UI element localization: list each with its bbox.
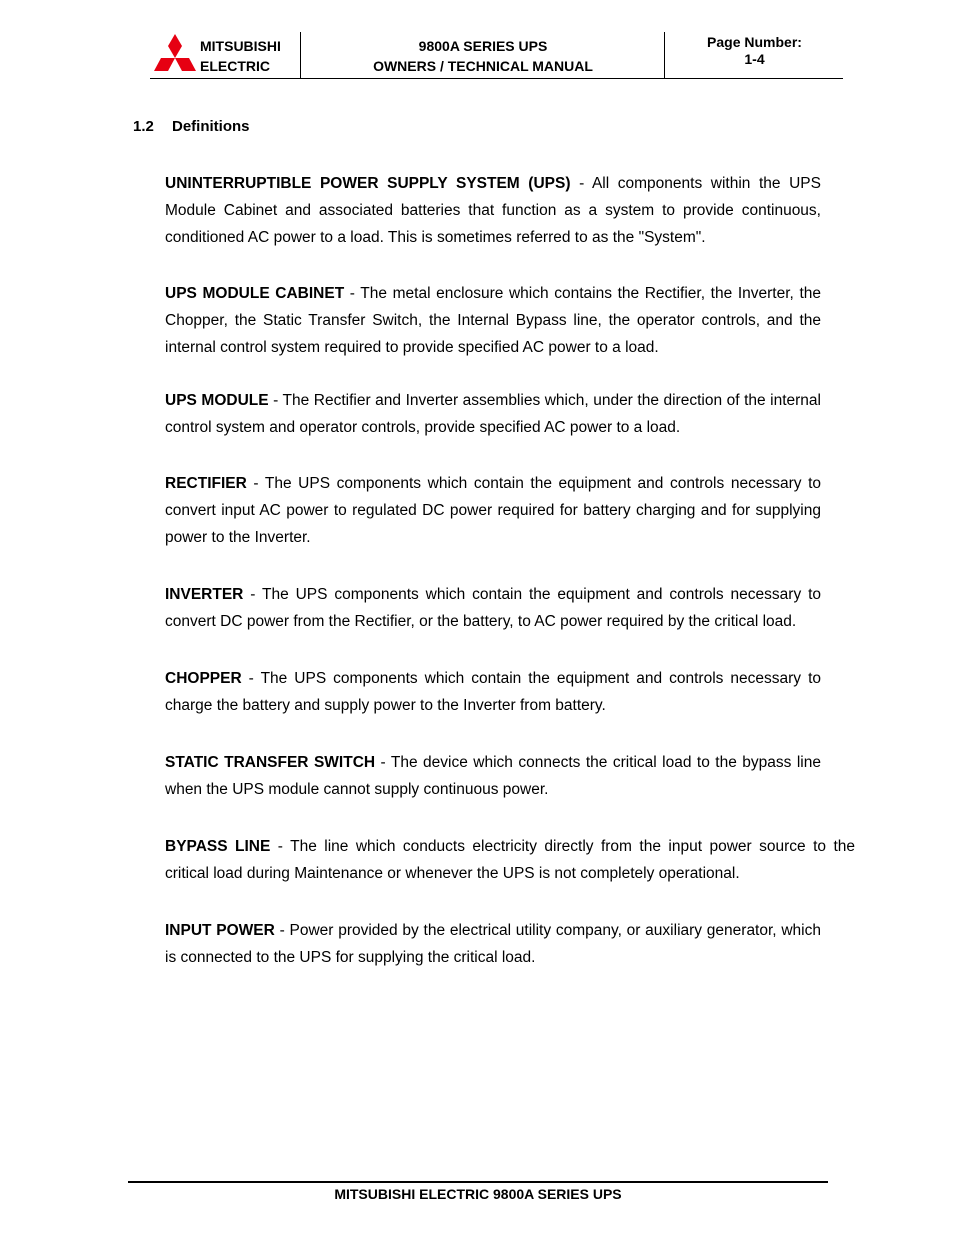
section-heading [133, 118, 250, 135]
definition-static-transfer-switch [165, 749, 821, 803]
definition-input-power [165, 917, 821, 971]
footer-rule [128, 1181, 828, 1183]
definition-term: UPS MODULE [165, 392, 269, 409]
definition-term: INPUT POWER [165, 922, 275, 939]
definition-text: - The metal enclosure which contains the Rectifier, the Inverter, the Chopper, the Static Transfer Switch, the Internal Bypass line, the operator controls, and the internal control system required to provide specified AC power to a load. [165, 285, 821, 356]
definition-text: - All components within the UPS Module Cabinet and associated batteries that function as a system to provide continuous, conditioned AC power to a load. This is sometimes referred to as the "System". [165, 175, 821, 246]
definition-term: STATIC TRANSFER SWITCH [165, 754, 376, 771]
three-diamonds-logo-icon [152, 34, 198, 72]
page-number: 1-4 [744, 51, 765, 67]
document-title-line-2: OWNERS / TECHNICAL MANUAL [373, 58, 593, 74]
definition-text: - The Rectifier and Inverter assemblies which, under the direction of the internal control system and operator controls, provide specified AC power to a load. [165, 392, 821, 436]
definition-text: - The UPS components which contain the equipment and controls necessary to charge the battery and supply power to the Inverter from battery. [165, 670, 821, 714]
definition-term: CHOPPER [165, 670, 242, 687]
definition-ups-module [165, 387, 821, 441]
section-title: Definitions [172, 118, 250, 135]
document-title [302, 36, 664, 76]
definition-rectifier [165, 470, 821, 551]
definition-text: - The UPS components which contain the equipment and controls necessary to convert input AC power to regulated DC power required for battery charging and for supplying power to the Inverter. [165, 475, 821, 546]
definition-chopper [165, 665, 821, 719]
definition-text: - Power provided by the electrical utility company, or auxiliary generator, which is connected to the UPS for supplying the critical load. [165, 922, 821, 966]
definition-ups-module-cabinet [165, 280, 821, 361]
definition-inverter [165, 581, 821, 635]
definition-text: - The UPS components which contain the equipment and controls necessary to convert DC power from the Rectifier, or the battery, to AC power required by the critical load. [165, 586, 821, 630]
definition-text: - The line which conducts electricity directly from the input power source to the critical load during Maintenance or whenever the UPS is not completely operational. [165, 838, 855, 882]
brand-line-2: ELECTRIC [200, 58, 270, 74]
definition-text: - The device which connects the critical load to the bypass line when the UPS module cannot supply continuous power. [165, 754, 821, 798]
page-header [150, 32, 843, 79]
page-footer: MITSUBISHI ELECTRIC 9800A SERIES UPS [334, 1186, 622, 1202]
definition-term: INVERTER [165, 586, 244, 603]
section-number: 1.2 [133, 118, 154, 135]
header-divider-right [664, 32, 665, 79]
definition-term: UNINTERRUPTIBLE POWER SUPPLY SYSTEM (UPS) [165, 175, 571, 192]
definitions-list [165, 170, 855, 971]
brand-name [200, 36, 281, 76]
header-rule [150, 78, 843, 79]
definition-term: RECTIFIER [165, 475, 247, 492]
definition-bypass-line [165, 833, 855, 887]
page-number-label: Page Number: [707, 34, 802, 50]
document-title-line-1: 9800A SERIES UPS [418, 38, 548, 54]
definition-ups [165, 170, 821, 251]
definition-term: BYPASS LINE [165, 838, 271, 855]
page-number-box [666, 34, 843, 68]
brand-logo [150, 32, 300, 78]
header-divider-left [300, 32, 301, 79]
brand-line-1: MITSUBISHI [200, 38, 281, 54]
definition-term: UPS MODULE CABINET [165, 285, 345, 302]
